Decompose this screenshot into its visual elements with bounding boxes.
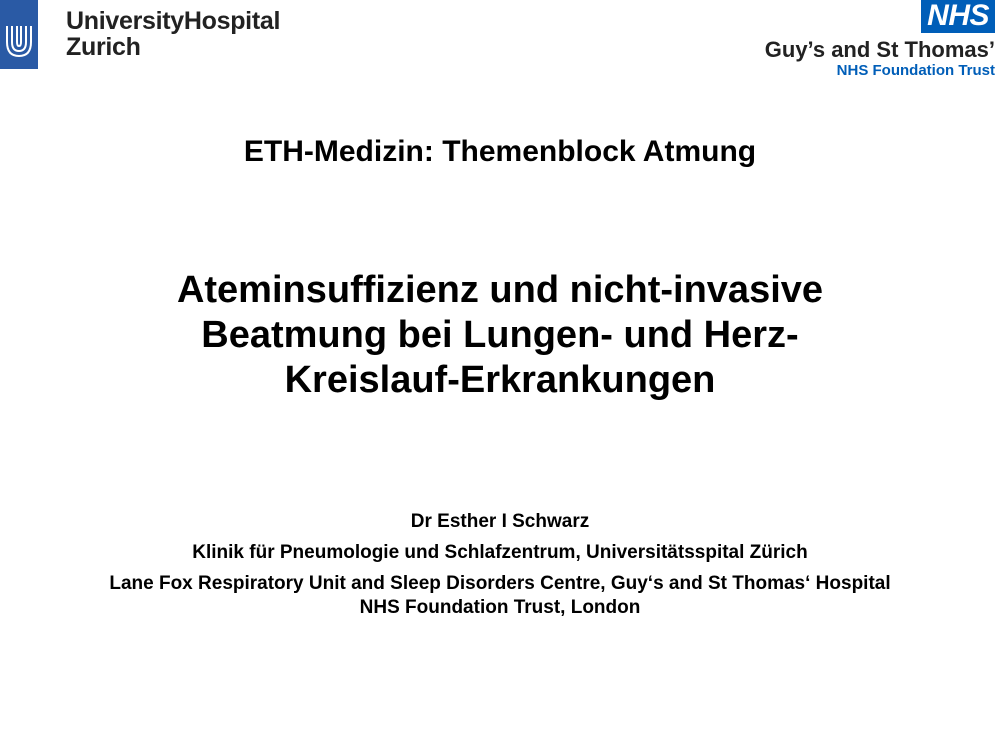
affiliation-2: Lane Fox Respiratory Unit and Sleep Disorders Centre, Guy‘s and St Thomas‘ Hospital xyxy=(109,573,891,594)
main-title xyxy=(80,268,920,403)
trust-subtitle: NHS Foundation Trust xyxy=(836,62,995,79)
main-title-line-2: Beatmung bei Lungen- und Herz- xyxy=(201,314,799,356)
usz-logo-mark xyxy=(0,0,38,69)
usz-wordmark-line2: Zurich xyxy=(66,33,141,61)
usz-wave-icon xyxy=(4,24,34,60)
main-title-line-1: Ateminsuffizienz und nicht-invasive xyxy=(176,269,824,311)
usz-wordmark-line1: UniversityHospital xyxy=(66,7,281,35)
trust-name: Guy’s and St Thomas’ xyxy=(764,37,995,62)
author-name: Dr Esther I Schwarz xyxy=(410,511,590,532)
nhs-badge: NHS xyxy=(921,0,995,33)
block-title: ETH-Medizin: Themenblock Atmung xyxy=(243,135,757,168)
gstt-logo xyxy=(765,0,995,80)
author-block xyxy=(0,509,1000,620)
usz-wordmark xyxy=(66,8,280,60)
affiliation-1: Klinik für Pneumologie und Schlafzentrum, Universitätsspital Zürich xyxy=(192,542,808,563)
affiliation-3: NHS Foundation Trust, London xyxy=(359,597,641,618)
main-title-line-3: Kreislauf-Erkrankungen xyxy=(284,359,716,401)
usz-logo xyxy=(0,0,280,69)
